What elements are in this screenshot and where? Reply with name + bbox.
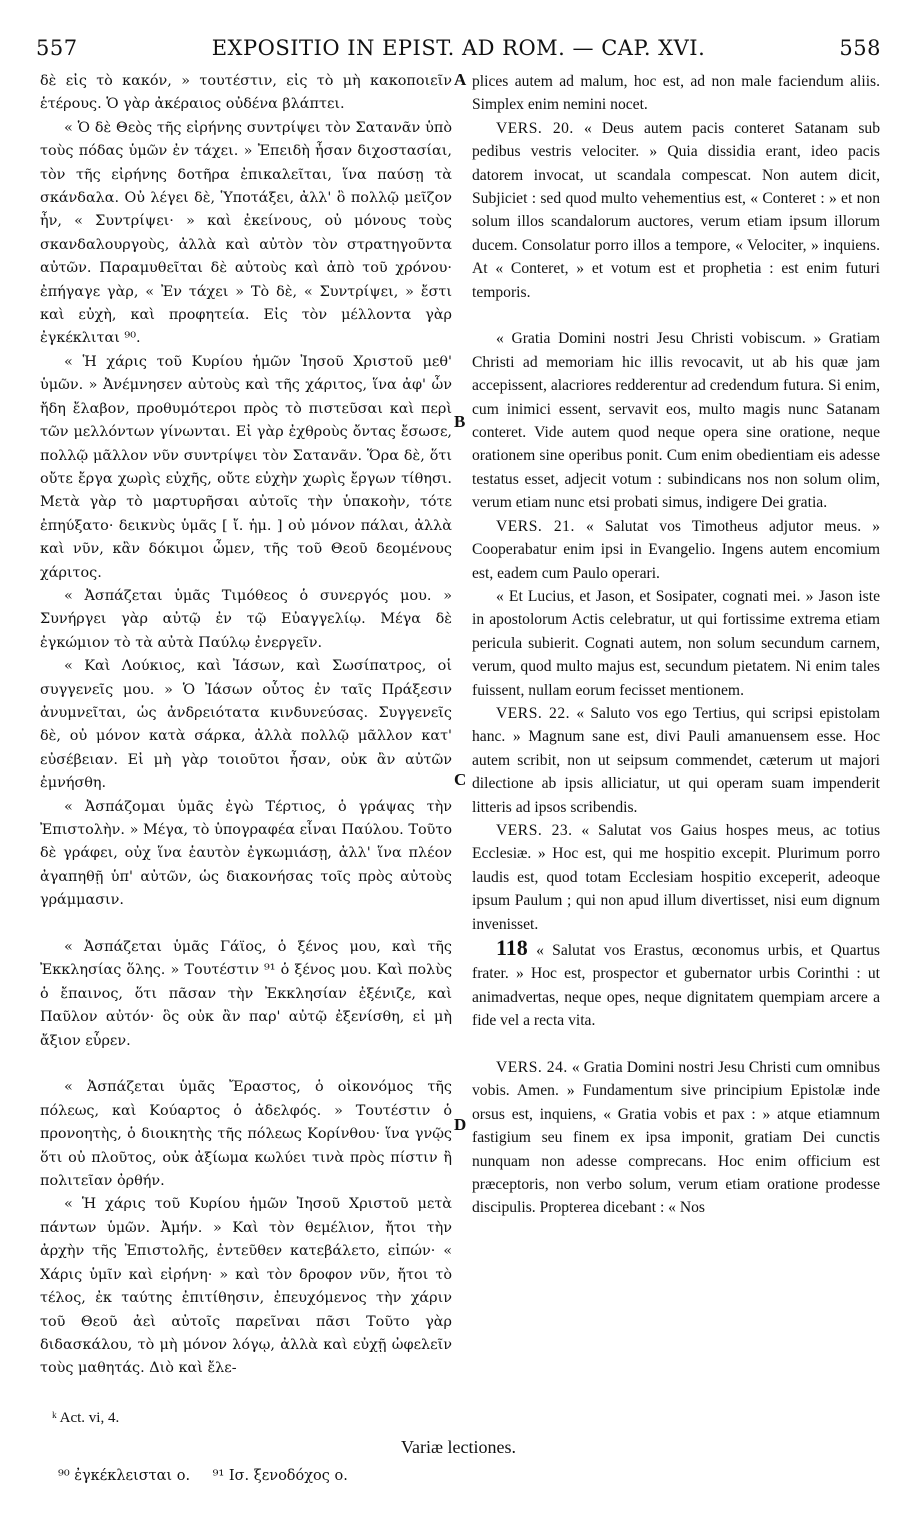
- variant-reading: ⁹⁰ ἐγκέκλεισται ο.: [58, 1468, 191, 1484]
- section-number: 118: [496, 935, 528, 961]
- latin-paragraph: [472, 1056, 880, 1220]
- latin-text: « Gratia Domini nostri Jesu Christi cum omnibus vobis. Amen. » Fundamentum sive principium Epistolæ inde orsus est, inquiens, « Gratia vobis et pax : » atque etiamnum fastigium seu finem ex ipsa imponit, gratiam Dei cunctis nunquam non adesse comprecans. Hoc enim officium est præceptoris, non verbo solum, verum etiam oratione prodesse discipulis. Propterea dicebant : « Nos: [472, 1059, 880, 1217]
- greek-paragraph: « Ἀσπάζεται ὑμᾶς Τιμόθεος ὁ συνεργός μου. » Συνήργει γὰρ αὐτῷ ἐν τῷ Εὐαγγελίῳ. Μέγα δὲ ἐγκώμιον τὸ τὰ αὐτὰ Παύλῳ ἐνεργεῖν.: [40, 587, 452, 651]
- latin-paragraph: [472, 515, 880, 585]
- greek-paragraph: « Καὶ Λούκιος, καὶ Ἰάσων, καὶ Σωσίπατρος, οἱ συγγενεῖς μου. » Ὁ Ἰάσων οὗτος ἐν ταῖς Πράξεσιν ἀνυμνεῖται, ὡς ἀνδρειότατα κινδυνεύσας. Συγγενεῖς δὲ, οὐ μόνον κατὰ σάρκα, ἀλλὰ πολλῷ μᾶλλον κατ' εὐσέβειαν. Εἰ μὴ γὰρ τοιοῦτοι ἦσαν, οὐκ ἂν αὐτῶν ἐμνήσθη.: [40, 658, 452, 792]
- latin-paragraph: [472, 327, 880, 514]
- latin-text: « Deus autem pacis conteret Satanam sub pedibus vestris velociter. » Quia dissidia erant, ideo pacis datorem invocat, ut scandala compescat. Non autem dicit, Subjiciet : sed quod multo vehementius est, « Conteret : » et non solum illos scandalorum auctores, verum etiam ipsum illorum ducem. Consolatur porro illos a tempore, « Velociter, » inquiens. At « Conteret, » et votum est et prophetia : est enim futuri temporis.: [472, 119, 880, 301]
- margin-letter-c: C: [454, 770, 467, 789]
- margin-letter-b: B: [454, 412, 466, 431]
- greek-paragraph: « Ἀσπάζεται ὑμᾶς Ἔραστος, ὁ οἰκονόμος τῆς πόλεως, καὶ Κούαρτος ὁ ἀδελφός. » Τουτέστιν ὁ προνοητὴς, ὁ διοικητὴς τῆς πόλεως Κορίνθου· ἵνα γνῷς ὅτι οὐ πλοῦτος, οὐκ ἀξίωμα κωλύει τινὰ πρὸς πίστιν ἢ πολιτεῖαν ὀρθήν.: [40, 1079, 452, 1190]
- verse-label: VERS. 20.: [496, 119, 574, 137]
- latin-paragraph: [472, 819, 880, 936]
- greek-paragraph: « Ἀσπάζεται ὑμᾶς Γάϊος, ὁ ξένος μου, καὶ τῆς Ἐκκλησίας ὅλης. » Τουτέστιν ⁹¹ ὁ ξένος μου. Καὶ πολὺς ὁ ἔπαινος, ὅτι πᾶσαν τὴν Ἐκκλησίαν ἐξένιζε, καὶ Παῦλον αὐτόν· ὃς οὐκ ἂν παρ' αὐτῷ ἐξενίσθη, εἰ μὴ ἄξιον εὗρεν.: [40, 939, 452, 1049]
- latin-paragraph: [472, 585, 880, 702]
- latin-text: « Salutat vos Timotheus adjutor meus. » Cooperabatur enim ipsi in Evangelio. Ingens autem encomium est, eadem cum Paulo operari.: [472, 517, 880, 582]
- greek-paragraph: δὲ εἰς τὸ κακόν, » τουτέστιν, εἰς τὸ μὴ κακοποιεῖν ἑτέρους. Ὁ γὰρ ἀκέραιος οὐδένα βλάπτει.: [40, 73, 452, 113]
- running-header: [36, 30, 881, 64]
- latin-paragraph: [472, 936, 880, 1033]
- latin-paragraph: [472, 702, 880, 819]
- verse-label: VERS. 23.: [496, 821, 573, 839]
- latin-text: plices autem ad malum, hoc est, ad non male faciendum aliis. Simplex enim nemini nocet.: [472, 73, 880, 114]
- variae-lectiones: [58, 1468, 366, 1484]
- latin-text: « Gratia Domini nostri Jesu Christi vobiscum. » Gratiam Christi ad memoriam hic illis revocavit, ut ab his quæ jam accepissent, alacriores redderentur ad credendum futura. Si enim, cum inimici essent, servavit eos, multo magis nunc Satanam conteret. Vide autem quod neque opera sine oratione, neque orationem sine operibus ponit. Cum enim obedientiam eis adesse testatus esset, adjecit votum : subindicans nos non solum olim, verum etiam nunc etsi probati simus, indigere Dei gratia.: [472, 330, 880, 512]
- verse-label: VERS. 24.: [496, 1059, 568, 1077]
- greek-paragraph: « Ἀσπάζομαι ὑμᾶς ἐγὼ Τέρτιος, ὁ γράψας τὴν Ἐπιστολὴν. » Μέγα, τὸ ὑπογραφέα εἶναι Παύλου. Τοῦτο δὲ γράφει, οὐχ ἵνα ἑαυτὸν ἐγκωμιάσῃ, ἀλλ' ἵνα πλέον ἀγαπηθῇ ὑπ' αὐτῶν, ὡς διακονήσας τοῖς πρὸς αὐτοὺς γράμμασιν.: [40, 798, 452, 909]
- greek-paragraph: « Ἡ χάρις τοῦ Κυρίου ἡμῶν Ἰησοῦ Χριστοῦ μετὰ πάντων ὑμῶν. Ἀμήν. » Καὶ τὸν θεμέλιον, ἤτοι τὴν ἀρχὴν τῆς Ἐπιστολῆς, ἐντεῦθεν κατεβάλετο, εἰπών· « Χάρις ὑμῖν καὶ εἰρήνη· » καὶ τὸν δροφον νῦν, ἤτοι τὸ τέλος, ἐκ ταύτης ἐπιτίθησιν, ἐπευχόμενος τὴν χάριν τοῦ Θεοῦ ἀεὶ αὐτοῖς παρεῖναι πᾶσι Τοῦτο γὰρ διδασκάλου, τὸ μὴ μόνον λόγῳ, ἀλλὰ καὶ εὐχῇ ὠφελεῖν τοὺς μαθητάς. Διὸ καὶ ἔλε-: [40, 1196, 452, 1377]
- greek-paragraph: « Ἡ χάρις τοῦ Κυρίου ἡμῶν Ἰησοῦ Χριστοῦ μεθ' ὑμῶν. » Ἀνέμνησεν αὐτοὺς καὶ τῆς χάριτος, ἵνα ἀφ' ὧν ἤδη ἔλαβον, προθυμότεροι πρὸς τὸ πιστεῦσαι καὶ περὶ τῶν μελλόντων γίνωνται. Εἰ γὰρ ἐχθροὺς ὄντας ἔσωσε, πολλῷ μᾶλλον νῦν συντρίψει τὸν Σατανᾶν. Ὅρα δὲ, ὅτι οὔτε ἔργα χωρὶς εὐχῆς, οὔτε εὐχὴν χωρὶς ἔργων τίθησι. Μετὰ γὰρ τὸ μαρτυρῆσαι αὐτοῖς τὴν ὑπακοὴν, τότε ἐπηύξατο· δεικνὺς ὑμᾶς [ ἴ. ἡμ. ] οὐ μόνον πάλαι, ἀλλὰ καὶ νῦν, κἂν δόκιμοι ὦμεν, τῆς τοῦ Θεοῦ δεομένους χάριτος.: [40, 353, 452, 581]
- variant-reading: ⁹¹ Ισ. ξενοδόχος ο.: [212, 1468, 348, 1484]
- latin-text: « Et Lucius, et Jason, et Sosipater, cognati mei. » Jason iste in apostolorum Actis celebratur, ut qui fortissime extrema etiam pericula subierit. Cognati autem, non solum secundum carnem, verum, quod multo majus est, secundum pietatem. Ni enim tales fuissent, nullam eorum fecisset mentionem.: [472, 587, 880, 699]
- page-number-left: 557: [36, 36, 78, 60]
- latin-text: « Salutat vos Erastus, œconomus urbis, et Quartus frater. » Hoc est, prospector et gubernator urbis Corinthi : ut animadvertas, neque opes, neque dignitatem quempiam arcere a fide vel a recta vita.: [472, 942, 880, 1030]
- greek-column: [40, 70, 452, 1410]
- latin-text: « Salutat vos Gaius hospes meus, ac totius Ecclesiæ. » Hoc est, qui me hospitio excepit. Plurimum porro laudis est, quod totam Ecclesiam hospitio exceperit, adeoque ipsum Paulum ; qui non apud illum divertisset, nisi eum dignum invenisset.: [472, 821, 880, 933]
- verse-label: VERS. 21.: [496, 517, 575, 535]
- page-number-right: 558: [839, 36, 881, 60]
- latin-text: « Saluto vos ego Tertius, qui scripsi epistolam hanc. » Magnum sane est, divi Pauli amanuensem esse. Hoc autem scribit, non ut seipsum commendet, cæterum ut majori dilectione ab ipsis alliciatur, ut qui operam suam impenderit litteris ad ipsos scribendis.: [472, 704, 880, 816]
- latin-paragraph: [472, 117, 880, 304]
- verse-label: VERS. 22.: [496, 704, 571, 722]
- margin-letter-a: A: [454, 70, 467, 89]
- running-title: EXPOSITIO IN EPIST. AD ROM. — CAP. XVI.: [211, 36, 706, 60]
- greek-paragraph: « Ὁ δὲ Θεὸς τῆς εἰρήνης συντρίψει τὸν Σατανᾶν ὑπὸ τοὺς πόδας ὑμῶν ἐν τάχει. » Ἐπειδὴ ἦσαν διχοστασίαι, τὸν τῆς εἰρήνης δοτῆρα ἐπικαλεῖται, ἵνα παύσῃ τὰ σκάνδαλα. Οὐ λέγει δὲ, Ὑποτάξει, ἀλλ' ὃ πολλῷ μεῖζον ἦν, « Συντρίψει· » καὶ ἐκείνους, οὐ μόνους τοὺς σκανδαλουργοὺς, ἀλλὰ καὶ αὐτὸν τὸν στρατηγοῦντα αὐτῶν. Παραμυθεῖται δὲ αὐτοὺς καὶ ἀπὸ τοῦ χρόνου· ἐπήγαγε γὰρ, « Ἐν τάχει » Τὸ δὲ, « Συντρίψει, » ἔστι καὶ εὐχὴ, καὶ προφητεία. Εἰς τὸν μέλλοντα γὰρ ἐγκέκλιται ⁹⁰.: [40, 119, 452, 347]
- variae-lectiones-title: Variæ lectiones.: [401, 1437, 516, 1457]
- footnote-reference: ᵏ Act. vi, 4.: [52, 1410, 120, 1426]
- latin-column: [472, 70, 880, 1410]
- latin-paragraph: [472, 70, 880, 117]
- margin-letter-d: D: [454, 1115, 467, 1134]
